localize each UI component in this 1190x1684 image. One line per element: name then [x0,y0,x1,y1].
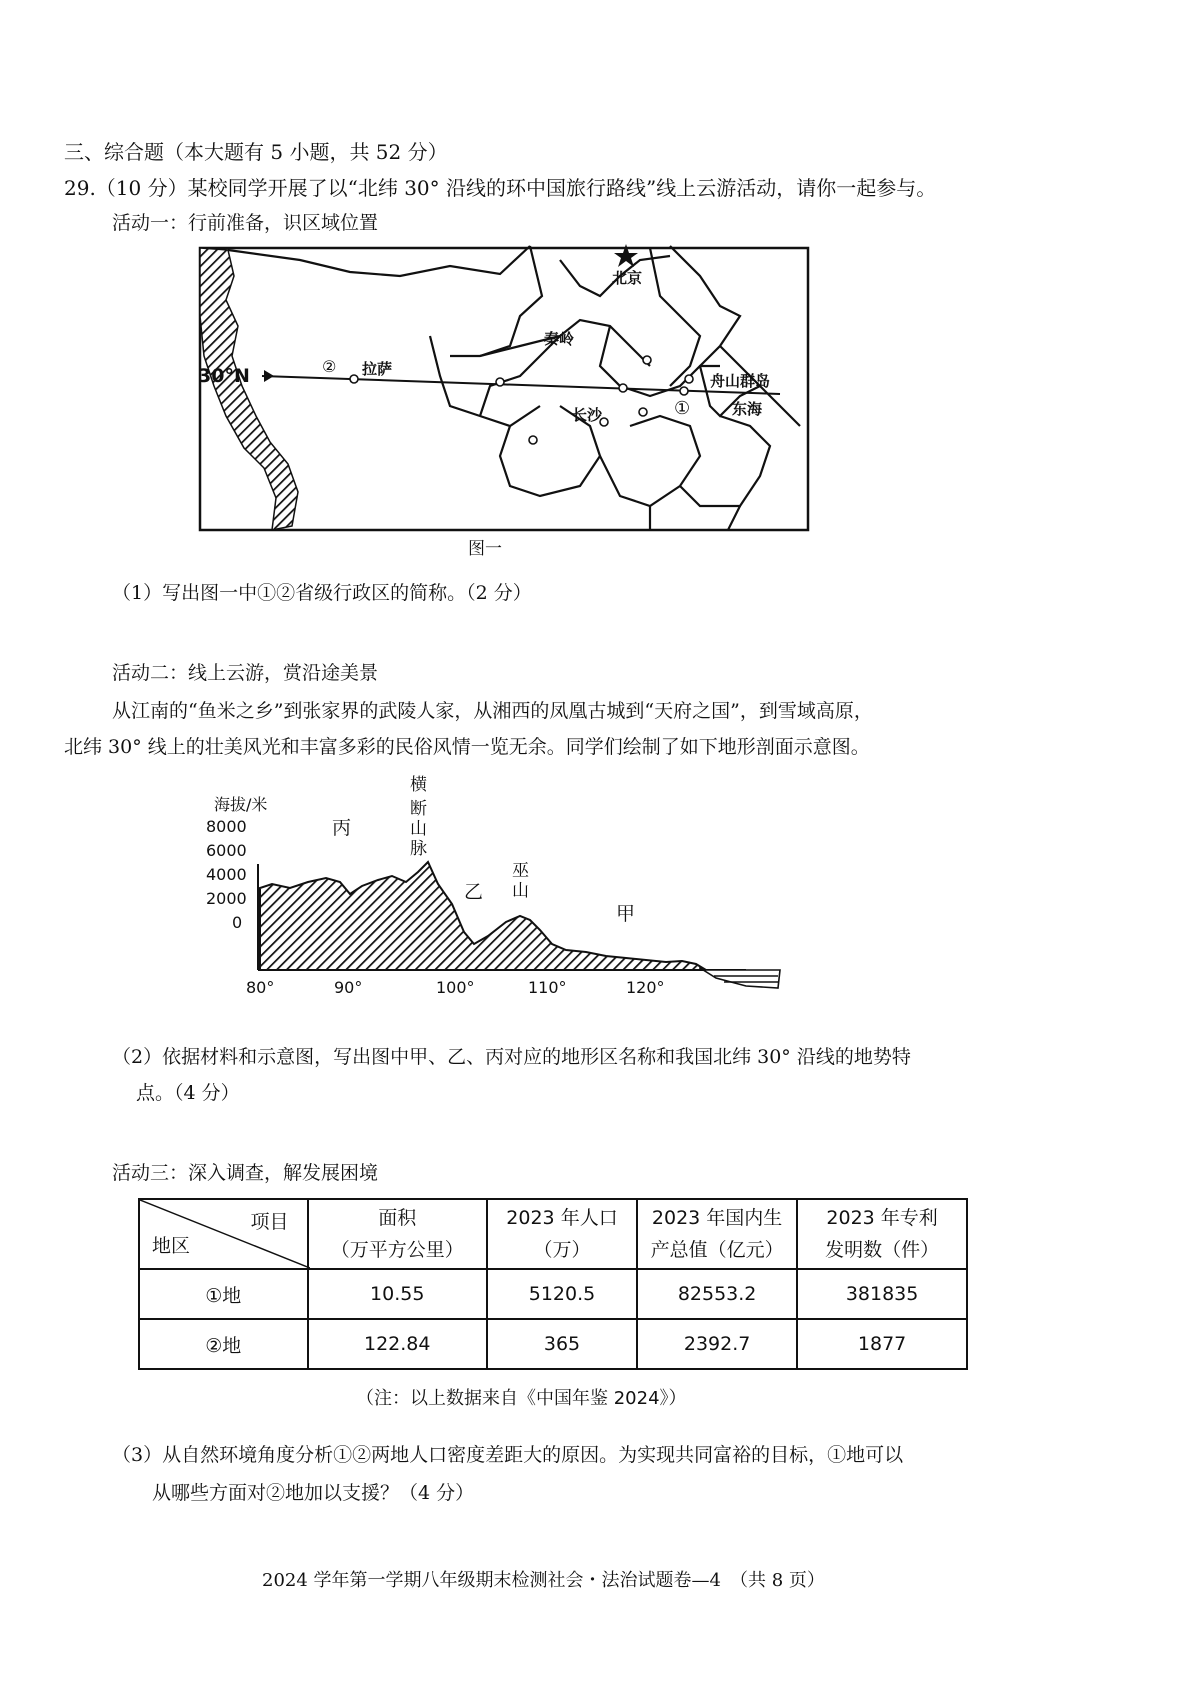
header-population: 2023 年人口 （万） [487,1199,637,1269]
x-tick-80: 80° [246,978,275,997]
cell-population: 5120.5 [487,1269,637,1319]
cell-region: ①地 [139,1269,308,1319]
cell-patents: 1877 [797,1319,967,1369]
question-2-line-2: 点。（4 分） [136,1082,240,1104]
header-gdp: 2023 年国内生 产总值（亿元） [637,1199,797,1269]
question-2-line-1: （2）依据材料和示意图，写出图中甲、乙、丙对应的地形区名称和我国北纬 30° 沿线的地势特 [112,1046,911,1068]
label-bing: 丙 [332,817,352,839]
hengduan-char-2: 断 [410,799,427,819]
label-jia: 甲 [616,903,636,925]
y-tick-2000: 2000 [206,889,247,908]
page-footer: 2024 学年第一学期八年级期末检测社会・法治试题卷—4 （共 8 页） [262,1570,825,1591]
y-tick-4000: 4000 [206,865,247,884]
question-1: （1）写出图一中①②省级行政区的简称。（2 分） [112,582,532,604]
activity-2-paragraph-1: 从江南的“鱼米之乡”到张家界的武陵人家，从湘西的凤凰古城到“天府之国”，到雪域高原， [112,700,873,722]
table-note: （注：以上数据来自《中国年鉴 2024》） [356,1388,687,1409]
y-axis-label: 海拔/米 [214,795,268,814]
cell-patents: 381835 [797,1269,967,1319]
x-tick-100: 100° [436,978,475,997]
question-3-line-2: 从哪些方面对②地加以支援？（4 分） [152,1482,475,1504]
sea-area [700,968,780,988]
y-tick-6000: 6000 [206,841,247,860]
qinling-label: 秦岭 [544,330,575,348]
beijing-label: 北京 [612,269,643,287]
x-tick-120: 120° [626,978,665,997]
label-yi: 乙 [464,881,484,903]
city-dot [643,356,651,364]
corner-top-label: 项目 [250,1211,289,1233]
city-dot [685,375,693,383]
marker-1: ① [674,398,691,419]
cell-population: 365 [487,1319,637,1369]
section-title: 三、综合题（本大题有 5 小题，共 52 分） [64,140,448,164]
hengduan-char-1: 横 [410,775,427,795]
table-row [139,1269,967,1319]
data-table [138,1198,968,1370]
x-tick-110: 110° [528,978,567,997]
donghai-label: 东海 [732,400,763,418]
latitude-label: 30°N [198,365,250,387]
terrain-area [260,862,706,970]
cell-gdp: 2392.7 [637,1319,797,1369]
activity-3-heading: 活动三：深入调查，解发展困境 [112,1162,379,1184]
cell-area: 122.84 [308,1319,487,1369]
x-tick-90: 90° [334,978,363,997]
cell-region: ②地 [139,1319,308,1369]
changsha-label: 长沙 [572,406,603,424]
table-corner-cell [139,1199,308,1269]
header-area: 面积 （万平方公里） [308,1199,487,1269]
zhoushan-label: 舟山群岛 [710,372,771,390]
activity-2-heading: 活动二：线上云游，赏沿途美景 [112,662,379,684]
marker-2: ② [322,357,337,376]
city-dot [680,387,688,395]
cell-area: 10.55 [308,1269,487,1319]
city-dot [529,436,537,444]
cell-gdp: 82553.2 [637,1269,797,1319]
map-caption: 图一 [468,539,502,559]
table-row [139,1319,967,1369]
city-dot [496,378,504,386]
lhasa-label: 拉萨 [362,360,393,378]
question-29: 29.（10 分）某校同学开展了以“北纬 30° 沿线的环中国旅行路线”线上云游活动，请你一起参与。 [64,176,937,200]
y-tick-8000: 8000 [206,817,247,836]
wushan-char-2: 山 [512,881,529,901]
corner-bottom-label: 地区 [152,1235,191,1257]
city-dot [639,408,647,416]
hengduan-char-3: 山 [410,819,427,839]
activity-2-paragraph-2: 北纬 30° 线上的壮美风光和丰富多彩的民俗风情一览无余。同学们绘制了如下地形剖面示意图。 [64,736,870,758]
terrain-profile-figure [206,772,846,1004]
city-dot [619,384,627,392]
lhasa-dot [350,375,358,383]
question-3-line-1: （3）从自然环境角度分析①②两地人口密度差距大的原因。为实现共同富裕的目标，①地可以 [112,1444,904,1466]
y-tick-0: 0 [232,913,243,932]
hengduan-char-4: 脉 [410,839,427,859]
wushan-char-1: 巫 [512,861,529,881]
china-map-figure [180,236,840,560]
header-patents: 2023 年专利 发明数（件） [797,1199,967,1269]
activity-1-heading: 活动一：行前准备，识区域位置 [112,212,379,234]
